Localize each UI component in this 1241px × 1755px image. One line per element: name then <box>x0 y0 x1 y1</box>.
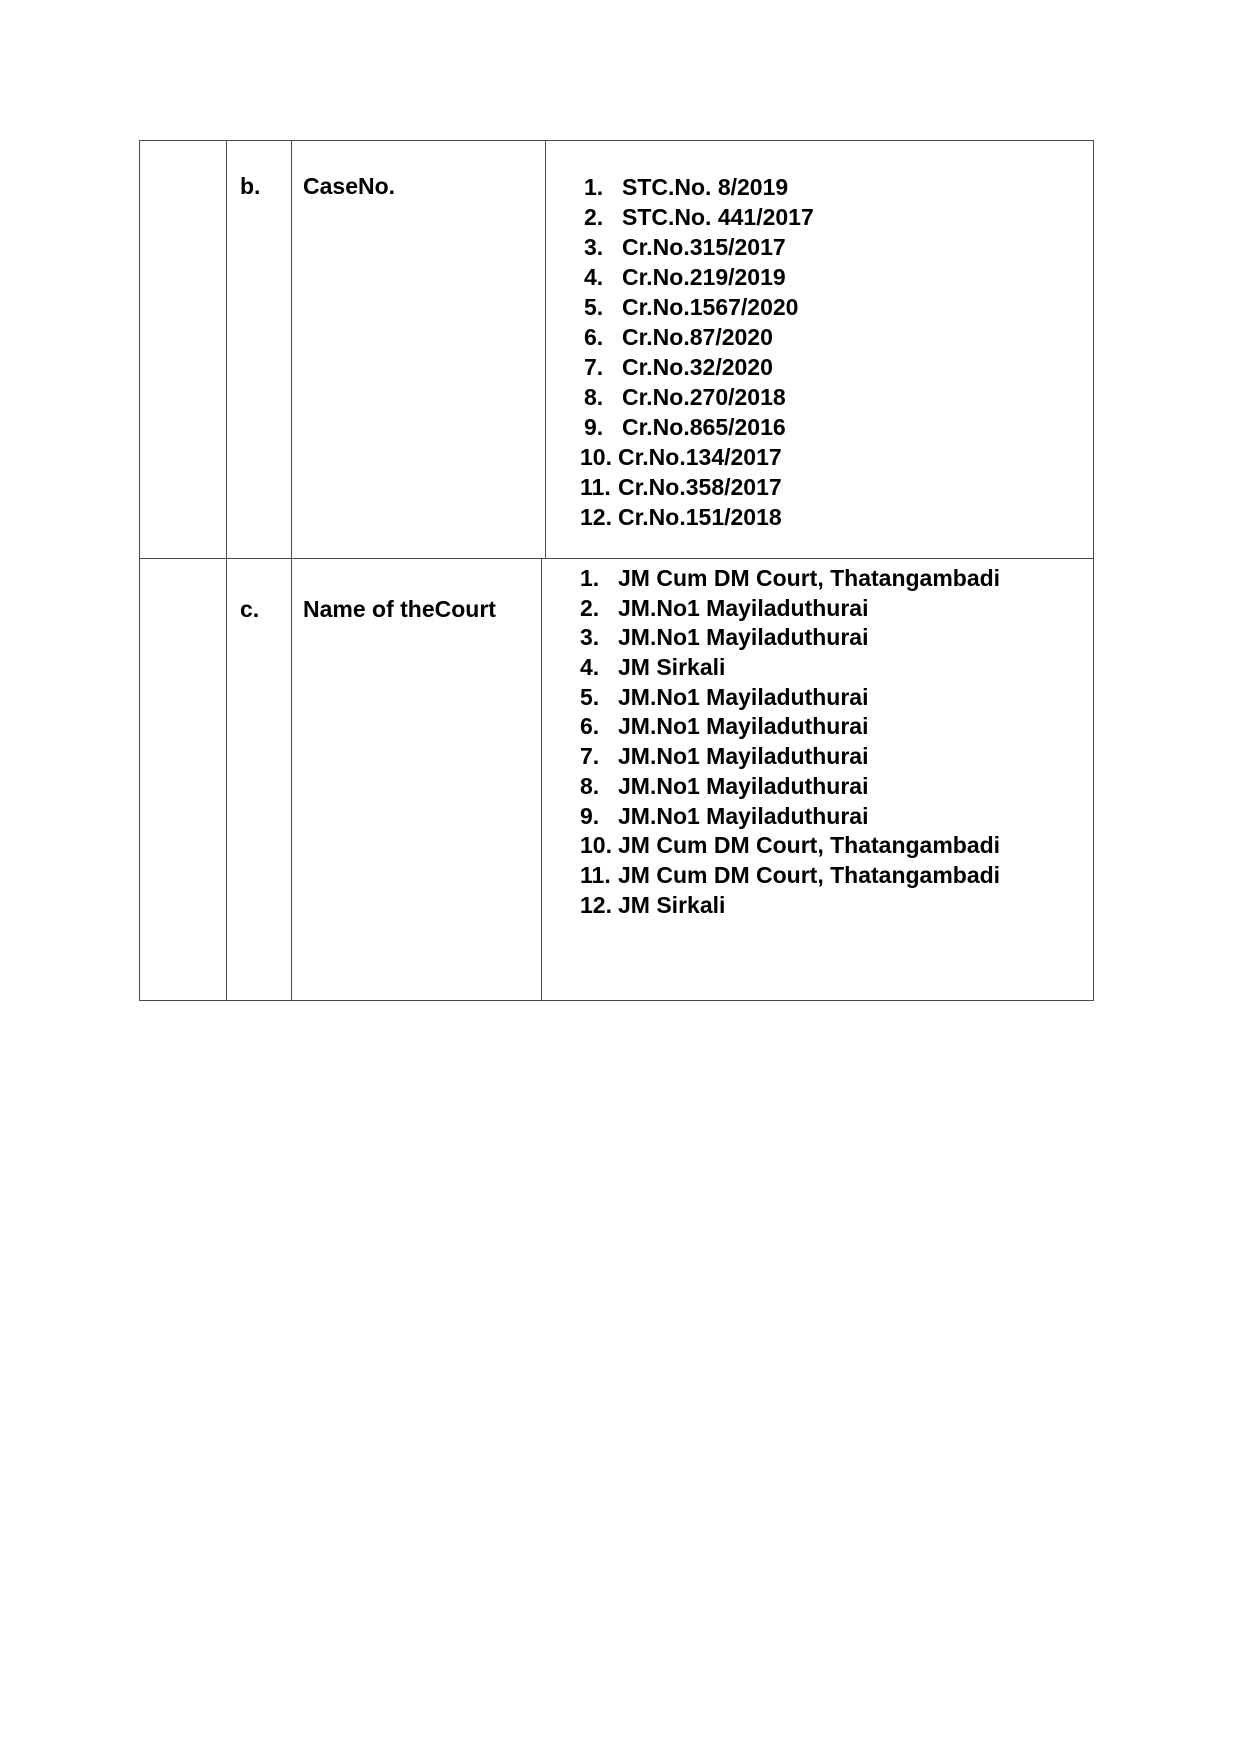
list-item: 5. JM.No1 Mayiladuthurai <box>580 683 869 710</box>
list-item: 8. Cr.No.270/2018 <box>584 384 786 410</box>
list-item: 3. Cr.No.315/2017 <box>584 234 786 260</box>
list-item: 9. Cr.No.865/2016 <box>584 414 786 440</box>
table-bottom-border <box>139 1000 1094 1001</box>
list-item: 6. JM.No1 Mayiladuthurai <box>580 713 869 740</box>
list-item: 10. Cr.No.134/2017 <box>580 444 782 470</box>
row-letter: b. <box>240 173 261 199</box>
list-item: 2. JM.No1 Mayiladuthurai <box>580 594 869 621</box>
case-number-list <box>580 172 814 532</box>
list-item: 11. Cr.No.358/2017 <box>580 474 782 500</box>
row-divider <box>139 558 1094 559</box>
row-label: CaseNo. <box>303 173 396 199</box>
list-item: 8. JM.No1 Mayiladuthurai <box>580 772 869 799</box>
list-item: 2. STC.No. 441/2017 <box>584 204 814 230</box>
row-label: Name of theCourt <box>303 596 496 622</box>
table-top-border <box>139 140 1094 141</box>
list-item: 4. Cr.No.219/2019 <box>584 264 786 290</box>
table-left-border <box>139 140 140 1001</box>
list-item: 4. JM Sirkali <box>580 654 726 681</box>
list-item: 5. Cr.No.1567/2020 <box>584 294 799 320</box>
row-letter: c. <box>240 596 260 622</box>
table-right-border <box>1093 140 1094 1001</box>
list-item: 11. JM Cum DM Court, Thatangambadi <box>580 861 1001 888</box>
list-item: 12. JM Sirkali <box>580 891 726 918</box>
column-divider-3-upper <box>545 140 546 559</box>
column-divider-3-lower <box>541 558 542 1001</box>
list-item: 12. Cr.No.151/2018 <box>580 504 782 530</box>
list-item: 7. JM.No1 Mayiladuthurai <box>580 743 869 770</box>
list-item: 9. JM.No1 Mayiladuthurai <box>580 802 869 829</box>
column-divider-2 <box>291 140 292 1001</box>
list-item: 1. STC.No. 8/2019 <box>584 174 789 200</box>
court-name-list <box>580 564 1000 920</box>
list-item: 1. JM Cum DM Court, Thatangambadi <box>580 565 1001 591</box>
list-item: 7. Cr.No.32/2020 <box>584 354 773 380</box>
column-divider-1 <box>226 140 227 1001</box>
list-item: 3. JM.No1 Mayiladuthurai <box>580 624 869 651</box>
list-item: 6. Cr.No.87/2020 <box>584 324 773 350</box>
list-item: 10. JM Cum DM Court, Thatangambadi <box>580 832 1001 859</box>
